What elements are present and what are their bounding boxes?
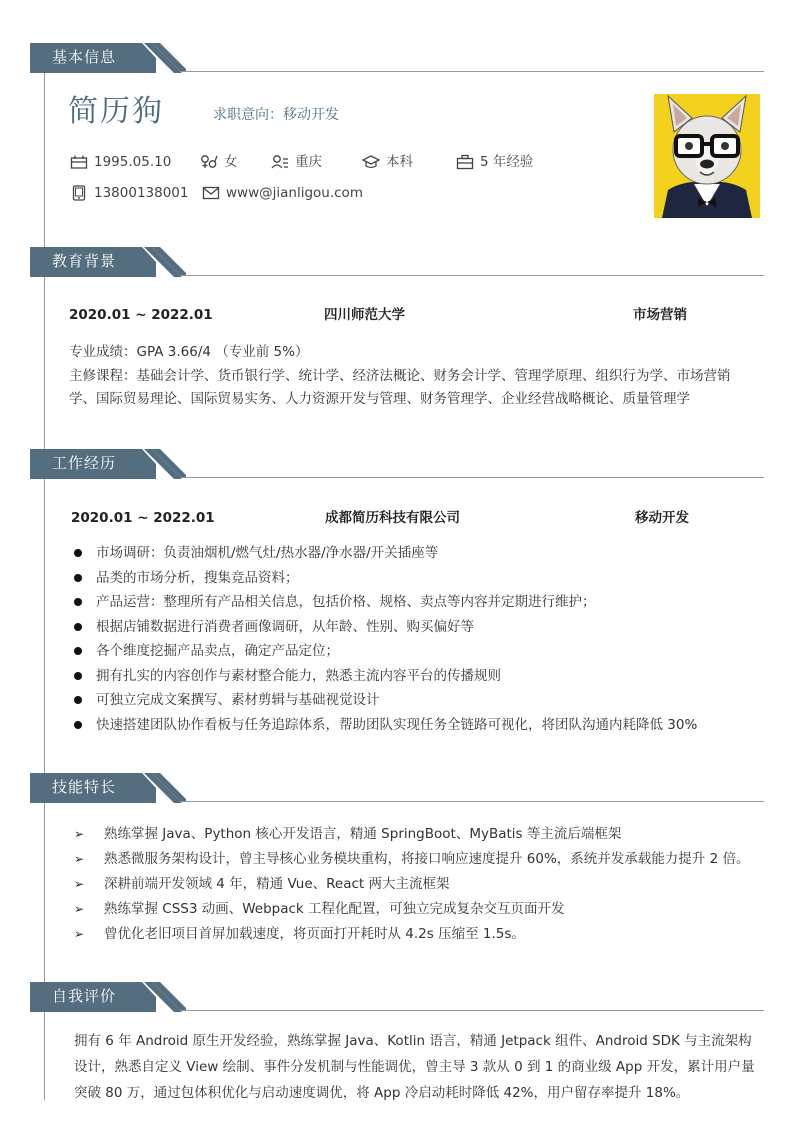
- bullet-dot: [74, 721, 82, 729]
- bullet-dot: [74, 574, 82, 582]
- section-title: 教育背景: [52, 252, 117, 270]
- list-item-text: 快速搭建团队协作看板与任务追踪体系，帮助团队实现任务全链路可视化，将团队沟通内耗降低 30%: [96, 716, 698, 733]
- arrow-bullet-icon: ➢: [74, 852, 85, 866]
- email: [202, 183, 363, 203]
- section-rule: [180, 801, 764, 802]
- section-title: 技能特长: [52, 778, 117, 796]
- list-item-text: 产品运营：整理所有产品相关信息，包括价格、规格、卖点等内容并定期进行维护；: [96, 594, 596, 610]
- gender-value: 女: [224, 154, 238, 170]
- section-header-skills: [30, 772, 764, 806]
- city-value: 重庆: [295, 154, 322, 170]
- self-evaluation-line2: 设计，熟悉自定义 View 绘制、事件分发机制与性能调优，曾主导 3 款从 0 到 1 的商业级 App 开发，累计用户量: [74, 1059, 755, 1075]
- briefcase-icon: [456, 154, 474, 170]
- arrow-bullet-icon: ➢: [74, 877, 85, 891]
- list-item-text: 根据店铺数据进行消费者画像调研，从年龄、性别、购买偏好等: [96, 618, 474, 635]
- candidate-name: 简历狗: [68, 94, 164, 129]
- section-title: 自我评价: [52, 987, 117, 1005]
- education-gpa: 专业成绩：GPA 3.66/4 （专业前 5%）: [69, 344, 309, 360]
- list-item: [72, 566, 697, 591]
- work-duties-list: [72, 541, 697, 737]
- phone: [70, 183, 188, 203]
- work-period: 2020.01 ~ 2022.01: [71, 510, 215, 526]
- phone-value: 13800138001: [94, 185, 189, 201]
- education-courses-line1: 主修课程：基础会计学、货币银行学、统计学、经济法概论、财务会计学、管理学原理、组织行为学、市场营销: [69, 368, 731, 384]
- email-value: www@jianligou.com: [226, 185, 363, 201]
- list-item-text: 曾优化老旧项目首屏加载速度，将页面打开耗时从 4.2s 压缩至 1.5s。: [104, 926, 525, 942]
- education-school: 四川师范大学: [324, 307, 405, 323]
- list-item-text: 熟悉微服务架构设计，曾主导核心业务模块重构，将接口响应速度提升 60%，系统并发承载能力提升 2 倍。: [104, 851, 750, 867]
- list-item-text: 品类的市场分析，搜集竞品资料；: [96, 569, 299, 586]
- experience: [456, 152, 533, 172]
- section-header-basic: [30, 42, 764, 76]
- city: [271, 152, 322, 172]
- list-item-text: 各个维度挖掘产品卖点，确定产品定位；: [96, 643, 339, 659]
- section-rule: [180, 71, 764, 72]
- birth-date: [70, 152, 171, 172]
- self-evaluation-line1: 拥有 6 年 Android 原生开发经验，熟练掌握 Java、Kotlin 语言，精通 Jetpack 组件、Android SDK 与主流架构: [74, 1033, 752, 1049]
- skills-list: [72, 822, 749, 947]
- education-major: 市场营销: [633, 307, 687, 323]
- list-item-text: 熟练掌握 CSS3 动画、Webpack 工程化配置，可独立完成复杂交互页面开发: [104, 901, 565, 917]
- experience-value: 5 年经验: [480, 154, 534, 170]
- self-evaluation-line3: 突破 80 万，通过包体积优化与启动速度调优，将 App 冷启动耗时降低 42%，用户留存率提升 18%。: [74, 1085, 690, 1101]
- section-rule: [180, 1010, 764, 1011]
- mail-icon: [202, 185, 220, 201]
- list-item: [72, 922, 749, 947]
- list-item: [72, 897, 749, 922]
- section-header-self: [30, 981, 764, 1015]
- list-item: [72, 822, 749, 847]
- list-item-text: 深耕前端开发领域 4 年，精通 Vue、React 两大主流框架: [104, 876, 450, 892]
- calendar-icon: [70, 154, 88, 170]
- education-period: 2020.01 ~ 2022.01: [69, 307, 213, 323]
- list-item: [72, 872, 749, 897]
- section-rule: [180, 275, 764, 276]
- job-intent: 求职意向：移动开发: [213, 107, 339, 123]
- degree: [362, 152, 413, 172]
- left-border-line: [44, 72, 45, 1100]
- work-company: 成都简历科技有限公司: [325, 510, 460, 526]
- degree-value: 本科: [386, 154, 413, 170]
- bullet-dot: [74, 672, 82, 680]
- self-evaluation: [74, 1028, 774, 1106]
- bullet-dot: [74, 549, 82, 557]
- list-item-text: 拥有扎实的内容创作与素材整合能力，熟悉主流内容平台的传播规则: [96, 667, 501, 684]
- list-item: [72, 639, 697, 664]
- bullet-dot: [74, 623, 82, 631]
- list-item-text: 市场调研：负责油烟机/燃气灶/热水器/净水器/开关插座等: [96, 545, 439, 561]
- avatar: [654, 94, 760, 218]
- work-role: 移动开发: [635, 510, 689, 526]
- phone-icon: [70, 185, 88, 201]
- birth-date-value: 1995.05.10: [94, 154, 172, 170]
- gender: [200, 152, 238, 172]
- bullet-dot: [74, 598, 82, 606]
- arrow-bullet-icon: ➢: [74, 927, 85, 941]
- arrow-bullet-icon: ➢: [74, 902, 85, 916]
- education-courses-line2: 学、国际贸易理论、国际贸易实务、人力资源开发与管理、财务管理学、企业经营战略概论、质量管理学: [69, 391, 690, 407]
- list-item-text: 可独立完成文案撰写、素材剪辑与基础视觉设计: [96, 692, 380, 708]
- list-item: [72, 847, 749, 872]
- list-item: [72, 615, 697, 640]
- bullet-dot: [74, 696, 82, 704]
- list-item: [72, 688, 697, 713]
- section-title: 工作经历: [52, 454, 117, 472]
- location-person-icon: [271, 154, 289, 170]
- graduation-cap-icon: [362, 154, 380, 170]
- list-item: [72, 541, 697, 566]
- gender-icon: [200, 154, 218, 170]
- section-rule: [180, 477, 764, 478]
- list-item: [72, 590, 697, 615]
- list-item: [72, 713, 697, 738]
- section-header-work: [30, 448, 764, 482]
- arrow-bullet-icon: ➢: [74, 827, 85, 841]
- list-item: [72, 664, 697, 689]
- section-title: 基本信息: [52, 48, 117, 66]
- section-header-education: [30, 246, 764, 280]
- bullet-dot: [74, 647, 82, 655]
- list-item-text: 熟练掌握 Java、Python 核心开发语言，精通 SpringBoot、MyBatis 等主流后端框架: [104, 826, 622, 842]
